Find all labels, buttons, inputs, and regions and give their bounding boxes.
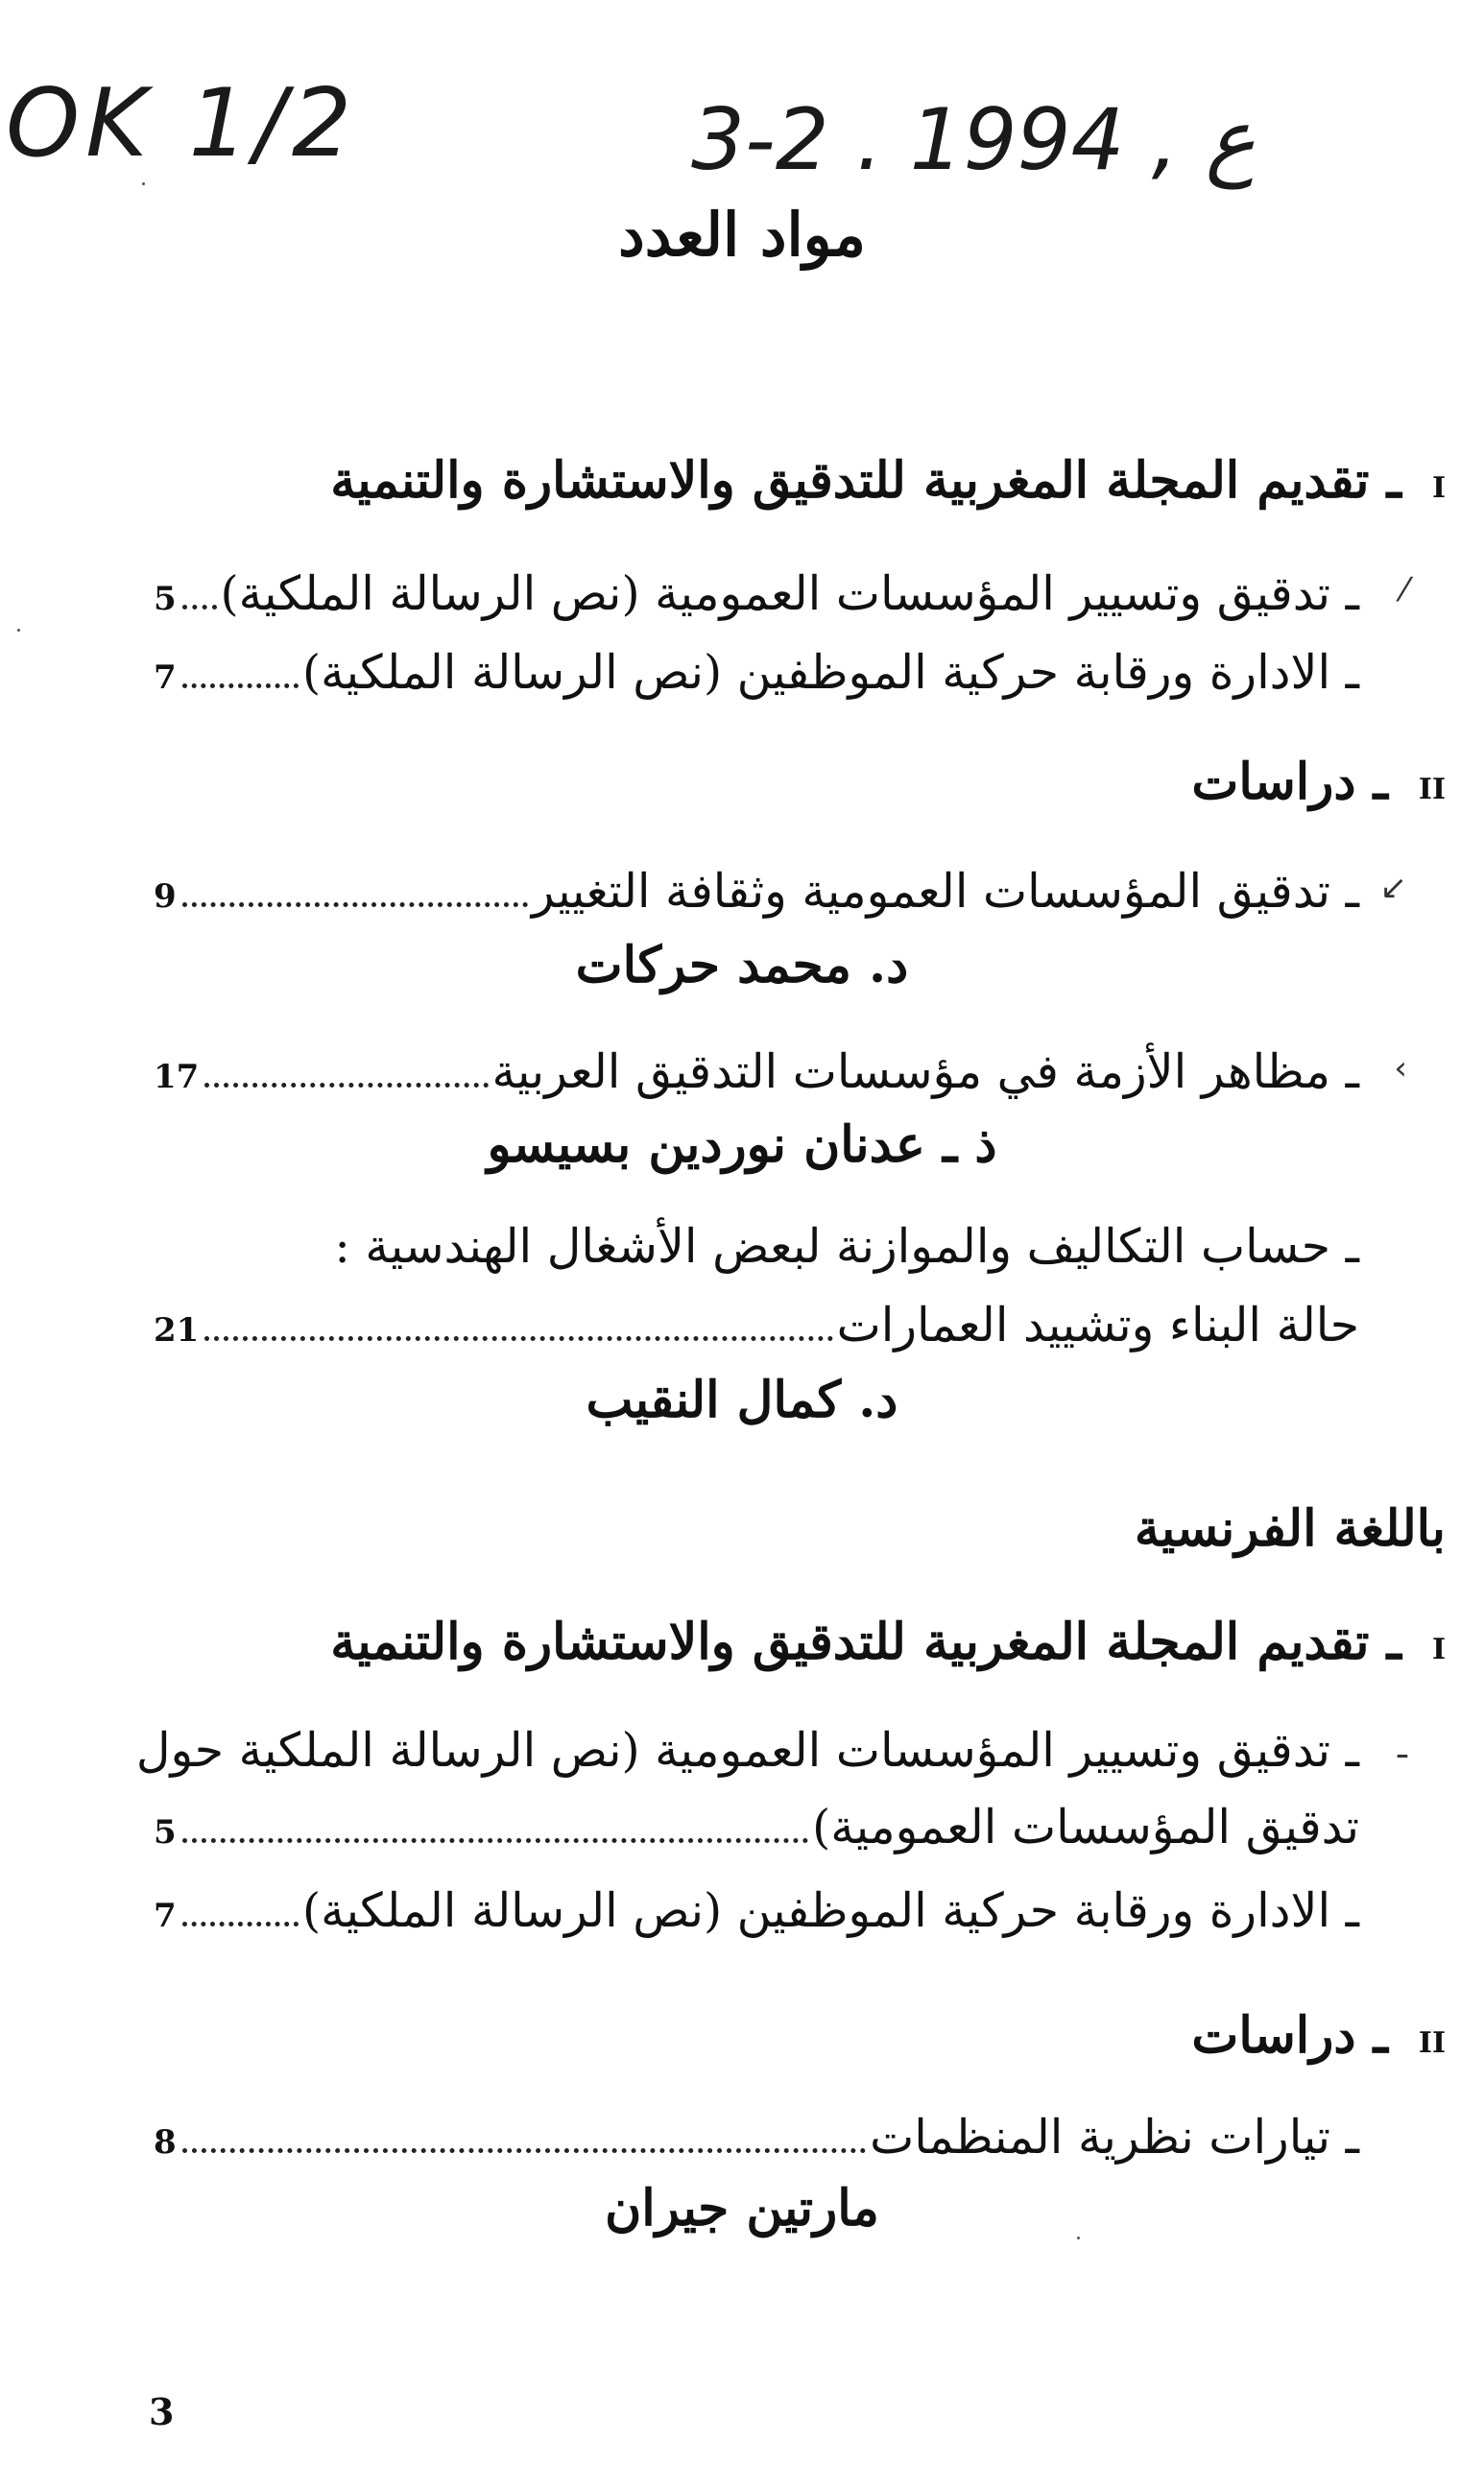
section-2-heading [1191,753,1446,811]
toc-entry-first-line: ـ تدقيق وتسيير المؤسسات العمومية (نص الرسالة الملكية حول [135,1723,1359,1778]
scan-speck [142,182,145,185]
toc-entry-text: ـ تدقيق وتسيير المؤسسات العمومية (نص الرسالة الملكية) [220,566,1359,621]
handwritten-tick-icon: ـ [1398,1728,1407,1766]
toc-entry-page: 7 [154,658,177,697]
leader-dots [204,1332,832,1341]
toc-entry [154,645,1359,700]
toc-entry-text: ـ تدقيق المؤسسات العمومية وثقافة التغيير [531,864,1359,919]
author-name: ذ ـ عدنان نوردين بسيسو [487,1115,997,1174]
toc-entry-text: حالة البناء وتشييد العمارات [836,1298,1359,1352]
section-1-title: ـ تقديم المجلة المغربية للتدقيق والاستشارة والتنمية [330,451,1401,510]
toc-entry-page: 5 [154,580,177,618]
scan-speck [17,629,20,632]
author-name: د. محمد حركات [575,936,909,994]
toc-entry-page: 8 [154,2123,177,2162]
toc-entry-page: 5 [154,1813,177,1852]
leader-dots [182,1918,299,1927]
handwritten-tick-icon: ‹ [1394,1049,1407,1088]
page-number: 3 [149,2390,175,2433]
toc-entry [154,1883,1359,1938]
toc-entry-page: 9 [154,877,177,916]
toc-entry [154,2110,1359,2165]
section-1-heading [330,451,1446,510]
toc-entry-page: 7 [154,1897,177,1935]
french-section-2-number: II [1418,2026,1446,2060]
french-section-2-title: ـ دراسات [1191,2006,1388,2065]
leader-dots [182,601,217,610]
handwritten-tick-icon: ⁄ [1401,571,1407,610]
scan-speck [1077,2237,1080,2239]
french-section-1-title: ـ تقديم المجلة المغربية للتدقيق والاستشارة والتنمية [330,1613,1401,1671]
handwritten-tick-icon: ↙ [1379,869,1407,907]
toc-entry [154,566,1359,621]
toc-entry [154,864,1359,919]
author-name: مارتين جيران [605,2179,879,2238]
leader-dots [182,898,528,907]
french-section-2-heading [1191,2006,1446,2065]
french-section-1-heading [330,1613,1446,1671]
leader-dots [182,2144,866,2153]
handwritten-ok-note: OK 1/2 [6,69,358,179]
leader-dots [204,1079,488,1088]
toc-entry-first-line: ـ حساب التكاليف والموازنة لبعض الأشغال الهندسية : [334,1219,1359,1274]
toc-entry-text: ـ الادارة ورقابة حركية الموظفين (نص الرسالة الملكية) [302,1883,1359,1938]
handwritten-date-note: 3-2 . ع , 1994 [691,90,1257,189]
page-title: مواد العدد [618,200,866,270]
toc-entry-page: 21 [154,1311,200,1350]
french-section-1-number: I [1431,1633,1446,1666]
author-name: د. كمال النقيب [586,1371,898,1429]
toc-entry-text: ـ الادارة ورقابة حركية الموظفين (نص الرسالة الملكية) [302,645,1359,700]
toc-entry [154,1298,1359,1352]
french-section-heading: باللغة الفرنسية [1134,1499,1446,1558]
toc-entry-text: ـ تيارات نظرية المنظمات [870,2110,1359,2165]
leader-dots [182,680,299,688]
toc-entry [154,1800,1359,1855]
toc-entry [154,1044,1359,1099]
leader-dots [182,1834,808,1843]
section-2-title: ـ دراسات [1191,753,1388,811]
section-2-number: II [1418,773,1446,806]
toc-entry-text: ـ مظاهر الأزمة في مؤسسات التدقيق العربية [491,1044,1359,1099]
section-1-number: I [1431,471,1446,505]
toc-entry-text: تدقيق المؤسسات العمومية) [812,1800,1359,1855]
toc-entry-page: 17 [154,1058,200,1096]
